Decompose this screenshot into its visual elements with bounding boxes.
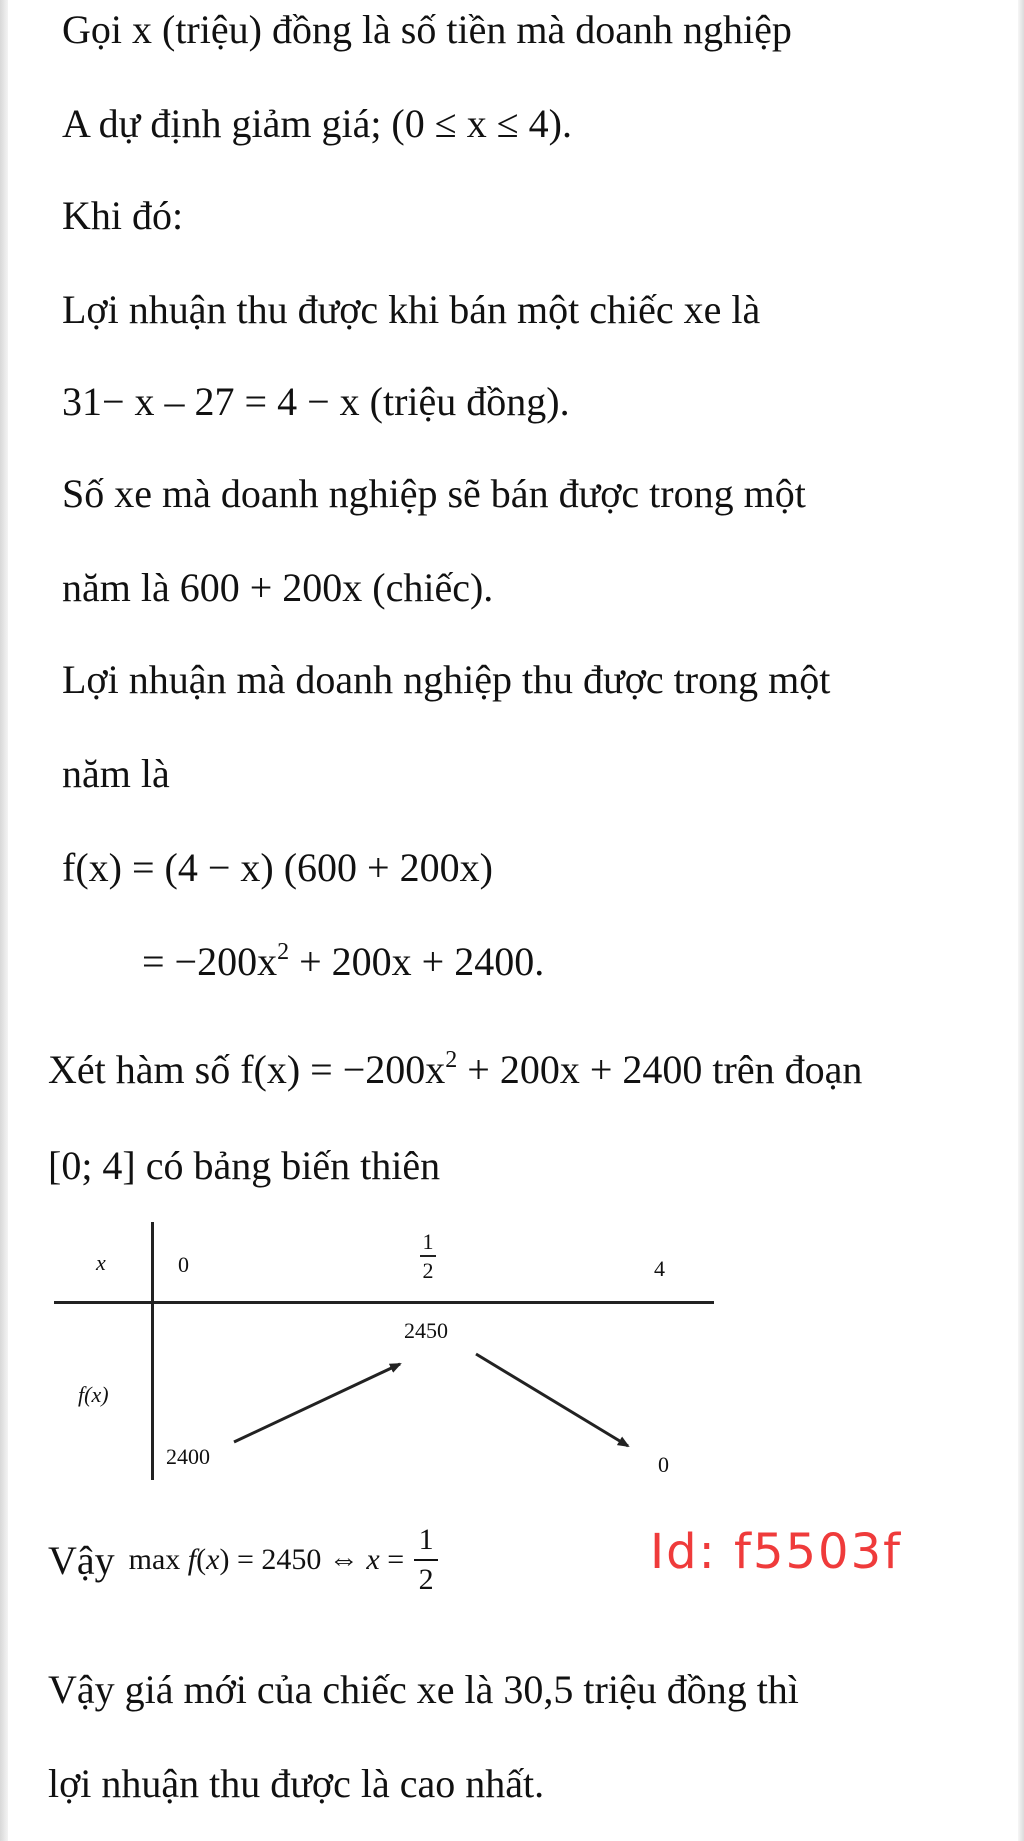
conclusion-vay: Vậy [48,1537,115,1583]
final-line-2: lợi nhuận thu được là cao nhất. [48,1761,545,1806]
max-expression [129,1543,405,1577]
paragraph-line-10-start: Xét hàm số f(x) = −200x [48,1047,446,1092]
max-x-fraction [414,1523,438,1597]
conclusion-max-line [48,1520,438,1600]
paragraph-line-9: năm là [62,751,170,796]
formula-line-2-lhs: = −200x [142,939,278,984]
max-expression-x: x [206,1543,220,1576]
variation-table-f-end: 0 [658,1452,669,1477]
id-watermark: Id: f5503f [650,1524,903,1580]
max-expression-max: max [128,1543,188,1576]
formula-line-1: f(x) = (4 − x) (600 + 200x) [62,845,493,890]
paragraph-line-4: Lợi nhuận thu được khi bán một chiếc xe là [62,287,761,332]
paragraph-line-6: Số xe mà doanh nghiệp sẽ bán được trong một [62,471,806,516]
final-line-1: Vậy giá mới của chiếc xe là 30,5 triệu đồng thì [48,1667,799,1712]
decreasing-arrow [476,1354,628,1446]
max-expression-f: f [187,1543,197,1576]
variation-table-arrows [54,1222,724,1482]
variation-table-x-label: x [96,1250,106,1275]
paragraph-line-2: A dự định giảm giá; (0 ≤ x ≤ 4). [62,101,572,146]
paragraph-line-3: Khi đó: [62,193,184,238]
max-expression-value: ) = 2450 ⇔ [219,1543,367,1576]
formula-line-2 [142,938,544,986]
paragraph-line-1: Gọi x (triệu) đồng là số tiền mà doanh nghiệp [62,7,792,52]
right-page-edge [1018,0,1024,1841]
paragraph-line-5: 31− x – 27 = 4 − x (triệu đồng). [62,379,570,424]
max-x-numerator: 1 [418,1523,434,1556]
formula-line-2-exponent: 2 [277,938,290,965]
paragraph-line-7: năm là 600 + 200x (chiếc). [62,565,494,610]
max-expression-x2: x [366,1543,380,1576]
paragraph-line-10-exponent: 2 [445,1046,458,1073]
paragraph-line-10-end: + 200x + 2400 trên đoạn [457,1047,863,1092]
max-x-fraction-bar [414,1559,438,1561]
max-x-denominator: 2 [418,1563,434,1596]
variation-table-f-max: 2450 [404,1318,448,1343]
variation-table [54,1222,724,1482]
variation-table-x-mid-numerator: 1 [422,1229,434,1254]
variation-table-fx-label: f(x) [78,1382,109,1407]
increasing-arrow [234,1364,400,1442]
left-page-edge [0,0,8,1841]
variation-table-x-mid-denominator: 2 [422,1258,434,1283]
max-expression-equals: = [379,1543,405,1576]
variation-table-f-start: 2400 [166,1444,210,1469]
paragraph-line-10 [48,1046,862,1094]
max-expression-open: ( [196,1543,207,1576]
formula-line-2-rhs: + 200x + 2400. [289,939,545,984]
paragraph-line-8: Lợi nhuận mà doanh nghiệp thu được trong một [62,657,831,702]
paragraph-line-11: [0; 4] có bảng biến thiên [48,1143,441,1188]
variation-table-x-end: 4 [654,1256,665,1281]
variation-table-x-start: 0 [178,1252,189,1277]
